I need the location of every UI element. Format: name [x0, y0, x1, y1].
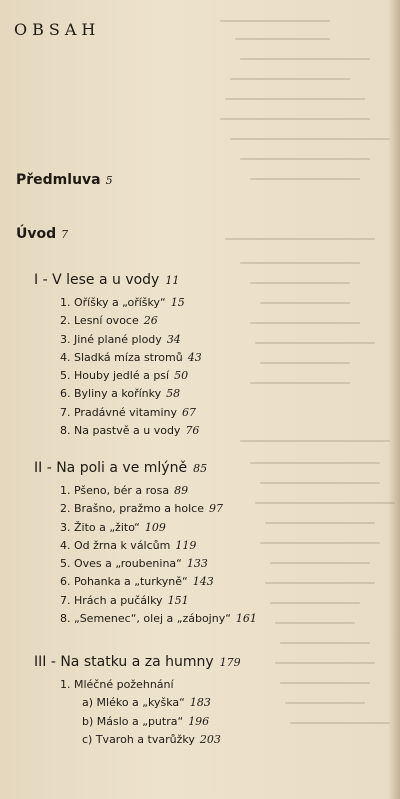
page-number: 26 — [143, 314, 158, 328]
page-number: 11 — [165, 274, 180, 287]
page-number: 97 — [209, 502, 223, 516]
page-number: 133 — [186, 557, 208, 571]
entry-title: 2. Lesní ovoce — [60, 314, 139, 328]
entry-title: 3. Jiné plané plody — [60, 332, 162, 346]
page-number: 196 — [188, 714, 210, 728]
chapter-item[interactable] — [34, 349, 202, 367]
chapter-list — [34, 294, 202, 440]
toc-section-2 — [34, 460, 257, 628]
page-number: 34 — [166, 332, 181, 346]
chapter-item[interactable] — [34, 385, 202, 403]
entry-title: 5. Oves a „roubenina“ — [60, 557, 182, 571]
section-title-text: II - Na poli a ve mlýně — [34, 460, 188, 476]
section-title-text: I - V lese a u vody — [34, 272, 160, 288]
chapter-item[interactable] — [34, 367, 202, 385]
page-number: 89 — [174, 484, 189, 497]
page-number: 143 — [192, 575, 214, 589]
page-number: 5 — [105, 174, 113, 187]
chapter-item[interactable] — [34, 312, 202, 330]
entry-title: 1. Mléčné požehnání — [60, 678, 174, 691]
page-number: 67 — [182, 405, 197, 419]
chapter-list — [34, 482, 257, 628]
chapter-item[interactable] — [34, 294, 202, 312]
chapter-item[interactable] — [34, 573, 257, 591]
chapter-item[interactable] — [34, 422, 202, 440]
entry-title: 2. Brašno, pražmo a holce — [60, 502, 204, 516]
chapter-item[interactable] — [34, 676, 241, 694]
page-number: 50 — [174, 369, 189, 383]
page-number: 76 — [185, 424, 200, 438]
entry-title: 7. Pradávné vitaminy — [60, 405, 178, 419]
chapter-item[interactable] — [34, 519, 257, 537]
toc-entry-preface[interactable] — [16, 172, 113, 188]
chapter-item[interactable] — [34, 537, 257, 555]
section-title-text: III - Na statku a za humny — [34, 654, 214, 670]
toc-section-3 — [34, 654, 241, 749]
entry-title: Předmluva — [16, 172, 101, 188]
entry-title: 8. „Semenec“, olej a „zábojny“ — [60, 612, 231, 626]
entry-title: a) Mléko a „kyška“ — [82, 696, 185, 710]
entry-title: Úvod — [16, 226, 57, 242]
section-title[interactable] — [34, 272, 202, 288]
chapter-item[interactable] — [34, 500, 257, 518]
chapter-item[interactable] — [34, 404, 202, 422]
page-number: 161 — [235, 612, 257, 626]
chapter-item[interactable] — [34, 592, 257, 610]
chapter-item[interactable] — [34, 610, 257, 628]
page-number: 179 — [219, 656, 241, 669]
page-number: 58 — [166, 387, 181, 401]
chapter-item[interactable] — [34, 555, 257, 573]
page-number: 203 — [199, 732, 221, 746]
section-title[interactable] — [34, 460, 257, 476]
section-title[interactable] — [34, 654, 241, 670]
page-number: 119 — [175, 538, 197, 552]
entry-title: 3. Žito a „žito“ — [60, 520, 140, 534]
entry-title: 6. Pohanka a „turkyně“ — [60, 575, 188, 589]
chapter-item[interactable] — [34, 331, 202, 349]
page-title: OBSAH — [14, 20, 101, 39]
subchapter-list — [34, 694, 241, 749]
entry-title: 6. Byliny a kořínky — [60, 387, 162, 401]
entry-title: 1. Pšeno, bér a rosa — [60, 484, 170, 497]
page-number: 109 — [144, 520, 166, 534]
subchapter-item[interactable] — [60, 713, 241, 731]
subchapter-item[interactable] — [60, 731, 241, 749]
entry-title: b) Máslo a „putra“ — [82, 714, 184, 728]
entry-title: 7. Hrách a pučálky — [60, 593, 163, 607]
subchapter-item[interactable] — [60, 694, 241, 712]
entry-title: 4. Od žrna k válcům — [60, 538, 171, 552]
page-number: 151 — [167, 593, 189, 607]
entry-title: 1. Oříšky a „oříšky“ — [60, 296, 166, 309]
page-number: 15 — [170, 296, 185, 309]
entry-title: 4. Sladká míza stromů — [60, 350, 183, 364]
entry-title: c) Tvaroh a tvarůžky — [82, 732, 195, 746]
toc-entry-introduction[interactable] — [16, 226, 68, 242]
chapter-item[interactable] — [34, 482, 257, 500]
toc-section-1 — [34, 272, 202, 440]
page-number: 183 — [189, 696, 211, 710]
entry-title: 8. Na pastvě a u vody — [60, 424, 181, 438]
chapter-list — [34, 676, 241, 749]
entry-title: 5. Houby jedlé a psí — [60, 369, 170, 383]
page-number: 7 — [61, 228, 69, 241]
page-number: 85 — [193, 462, 208, 475]
page-number: 43 — [187, 350, 202, 364]
page-edge-shadow — [388, 0, 400, 799]
